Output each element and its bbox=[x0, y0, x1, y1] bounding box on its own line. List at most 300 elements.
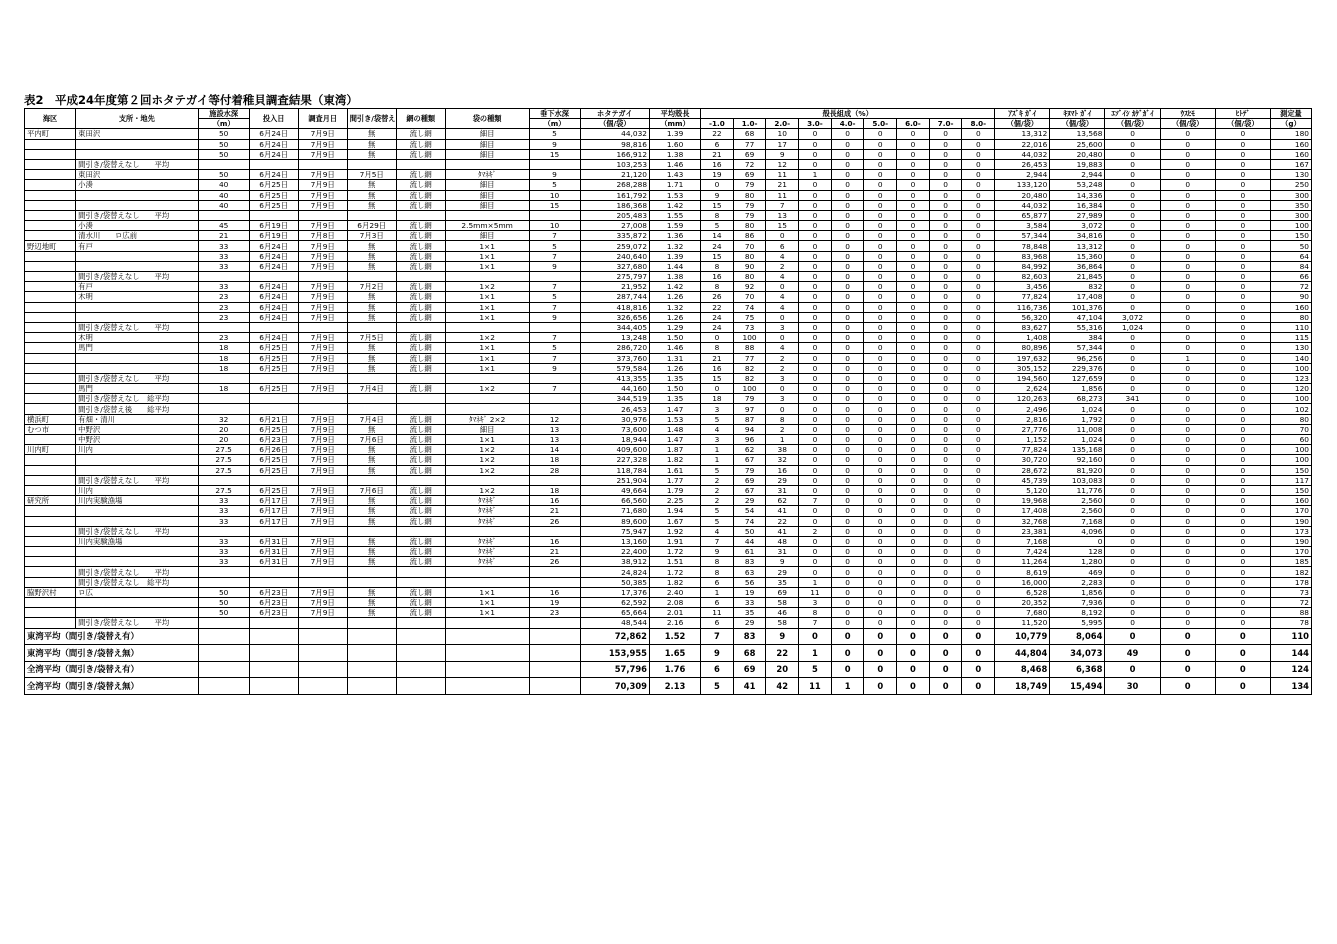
cell-bin: 0 bbox=[831, 628, 864, 645]
cell-ashi: 80,896 bbox=[995, 343, 1050, 353]
summary-empty bbox=[396, 645, 445, 662]
cell-bin: 0 bbox=[929, 404, 962, 414]
cell-suika: 13 bbox=[529, 424, 580, 434]
cell-ukka: 0 bbox=[1160, 129, 1215, 139]
header-bin: 1.0- bbox=[733, 119, 766, 129]
cell-bin: 0 bbox=[962, 241, 995, 251]
cell-shisho: 間引き/袋替えなし 平均 bbox=[76, 526, 199, 536]
cell-heikin: 1.39 bbox=[650, 129, 701, 139]
table-title: 表2 平成24年度第２回ホタテガイ等付着稚貝調査結果（東湾） bbox=[24, 93, 358, 107]
cell-heikin: 1.82 bbox=[650, 577, 701, 587]
table-row bbox=[25, 170, 1312, 180]
cell-heikin: 1.26 bbox=[650, 312, 701, 322]
cell-suika bbox=[529, 159, 580, 169]
cell-hitode: 0 bbox=[1215, 373, 1270, 383]
cell-bin: 0 bbox=[929, 465, 962, 475]
cell-suishin: 33 bbox=[198, 547, 249, 557]
cell-suika bbox=[529, 567, 580, 577]
cell-bin: 0 bbox=[929, 333, 962, 343]
cell-ami: 流し網 bbox=[396, 292, 445, 302]
cell-egai: 0 bbox=[1105, 475, 1160, 485]
cell-hitode: 0 bbox=[1215, 282, 1270, 292]
cell-bin: 0 bbox=[799, 373, 832, 383]
cell-bin: 0 bbox=[962, 485, 995, 495]
cell-bin: 0 bbox=[962, 322, 995, 332]
cell-bin: 16 bbox=[701, 363, 734, 373]
cell-kinu: 6,368 bbox=[1050, 661, 1105, 678]
cell-bin: 0 bbox=[962, 180, 995, 190]
cell-heikin: 1.48 bbox=[650, 424, 701, 434]
cell-mabiki: 無 bbox=[347, 190, 396, 200]
cell-egai: 0 bbox=[1105, 251, 1160, 261]
header-mabiki: 間引き/袋替え bbox=[347, 109, 396, 129]
cell-bin: 8 bbox=[701, 567, 734, 577]
cell-ukka: 0 bbox=[1160, 618, 1215, 628]
cell-bin: 0 bbox=[864, 557, 897, 567]
cell-egai: 0 bbox=[1105, 516, 1160, 526]
cell-bin: 0 bbox=[831, 190, 864, 200]
average-row bbox=[25, 272, 1312, 282]
cell-bin: 0 bbox=[962, 587, 995, 597]
cell-ukka: 0 bbox=[1160, 475, 1215, 485]
cell-hitode: 0 bbox=[1215, 322, 1270, 332]
cell-bin: 0 bbox=[864, 190, 897, 200]
cell-bin: 15 bbox=[701, 251, 734, 261]
cell-heikin: 2.25 bbox=[650, 496, 701, 506]
cell-bin: 2 bbox=[701, 496, 734, 506]
cell-heikin: 1.32 bbox=[650, 241, 701, 251]
header-hotate: ホタテガイ bbox=[580, 109, 649, 119]
cell-tonyu: 6月19日 bbox=[249, 231, 298, 241]
cell-suishin: 23 bbox=[198, 292, 249, 302]
cell-kinu: 57,344 bbox=[1050, 343, 1105, 353]
cell-mabiki: 無 bbox=[347, 608, 396, 618]
cell-sokuryo: 60 bbox=[1270, 435, 1311, 445]
cell-bin: 61 bbox=[733, 547, 766, 557]
cell-shisho: 間引き/袋替えなし 平均 bbox=[76, 373, 199, 383]
cell-suishin: 33 bbox=[198, 506, 249, 516]
cell-bin: 0 bbox=[864, 373, 897, 383]
cell-fukuro: 1×1 bbox=[445, 251, 529, 261]
cell-bin: 0 bbox=[962, 170, 995, 180]
cell-bin: 4 bbox=[766, 251, 799, 261]
cell-bin: 0 bbox=[929, 221, 962, 231]
cell-suishin: 18 bbox=[198, 384, 249, 394]
cell-hitode: 0 bbox=[1215, 645, 1270, 662]
cell-bin: 0 bbox=[831, 384, 864, 394]
cell-hotate: 186,368 bbox=[580, 200, 649, 210]
cell-bin: 74 bbox=[733, 302, 766, 312]
cell-bin: 0 bbox=[897, 373, 930, 383]
cell-heikin: 1.53 bbox=[650, 190, 701, 200]
cell-sokuryo: 134 bbox=[1270, 678, 1311, 695]
cell-bin: 0 bbox=[864, 231, 897, 241]
cell-ami: 流し網 bbox=[396, 129, 445, 139]
cell-bin: 92 bbox=[733, 282, 766, 292]
cell-egai: 0 bbox=[1105, 424, 1160, 434]
cell-suika: 15 bbox=[529, 200, 580, 210]
cell-bin: 42 bbox=[766, 678, 799, 695]
cell-suishin bbox=[198, 567, 249, 577]
summary-empty bbox=[529, 661, 580, 678]
cell-bin: 0 bbox=[962, 231, 995, 241]
cell-hitode: 0 bbox=[1215, 231, 1270, 241]
cell-tonyu bbox=[249, 322, 298, 332]
cell-bin: 0 bbox=[929, 312, 962, 322]
table-row bbox=[25, 384, 1312, 394]
cell-chiku bbox=[25, 322, 76, 332]
cell-bin: 0 bbox=[701, 180, 734, 190]
cell-ami: 流し網 bbox=[396, 180, 445, 190]
cell-fukuro bbox=[445, 404, 529, 414]
cell-bin: 0 bbox=[929, 210, 962, 220]
cell-ami: 流し網 bbox=[396, 190, 445, 200]
cell-bin: 8 bbox=[701, 261, 734, 271]
cell-bin: 3 bbox=[766, 394, 799, 404]
cell-ami: 流し網 bbox=[396, 231, 445, 241]
cell-suishin: 23 bbox=[198, 302, 249, 312]
cell-tonyu bbox=[249, 394, 298, 404]
summary-label: 東湾平均（間引き/袋替え無） bbox=[25, 645, 199, 662]
cell-tonyu bbox=[249, 272, 298, 282]
cell-tonyu: 6月24日 bbox=[249, 170, 298, 180]
cell-hotate: 13,160 bbox=[580, 536, 649, 546]
cell-chiku bbox=[25, 363, 76, 373]
cell-bin: 0 bbox=[929, 394, 962, 404]
cell-shisho: 有戸 bbox=[76, 282, 199, 292]
cell-chosa: 7月9日 bbox=[298, 485, 347, 495]
cell-chosa: 7月9日 bbox=[298, 598, 347, 608]
cell-chosa: 7月9日 bbox=[298, 547, 347, 557]
cell-tonyu bbox=[249, 475, 298, 485]
cell-ashi: 45,739 bbox=[995, 475, 1050, 485]
cell-bin: 0 bbox=[929, 302, 962, 312]
cell-fukuro: 細目 bbox=[445, 424, 529, 434]
cell-heikin: 1.52 bbox=[650, 628, 701, 645]
cell-bin: 79 bbox=[733, 465, 766, 475]
cell-ukka: 0 bbox=[1160, 628, 1215, 645]
cell-bin: 19 bbox=[701, 170, 734, 180]
cell-bin: 31 bbox=[766, 485, 799, 495]
table-row bbox=[25, 251, 1312, 261]
header-suika-unit: （m） bbox=[529, 119, 580, 129]
average-row bbox=[25, 394, 1312, 404]
summary-row bbox=[25, 661, 1312, 678]
cell-bin: 0 bbox=[962, 536, 995, 546]
cell-sokuryo: 182 bbox=[1270, 567, 1311, 577]
cell-egai: 0 bbox=[1105, 587, 1160, 597]
summary-row bbox=[25, 678, 1312, 695]
cell-fukuro: ﾀﾏﾈｷﾞ bbox=[445, 170, 529, 180]
cell-suika: 7 bbox=[529, 333, 580, 343]
cell-bin: 0 bbox=[929, 251, 962, 261]
cell-chosa: 7月9日 bbox=[298, 170, 347, 180]
cell-tonyu: 6月24日 bbox=[249, 251, 298, 261]
cell-kinu: 1,856 bbox=[1050, 384, 1105, 394]
cell-bin: 0 bbox=[799, 190, 832, 200]
cell-chosa: 7月8日 bbox=[298, 231, 347, 241]
cell-ukka: 0 bbox=[1160, 210, 1215, 220]
cell-sokuryo: 102 bbox=[1270, 404, 1311, 414]
cell-chosa: 7月9日 bbox=[298, 353, 347, 363]
cell-ashi: 2,944 bbox=[995, 170, 1050, 180]
cell-bin: 0 bbox=[864, 455, 897, 465]
cell-bin: 1 bbox=[799, 577, 832, 587]
cell-bin: 0 bbox=[864, 536, 897, 546]
cell-tonyu: 6月24日 bbox=[249, 292, 298, 302]
cell-shisho bbox=[76, 608, 199, 618]
cell-bin: 0 bbox=[897, 465, 930, 475]
cell-suishin: 23 bbox=[198, 333, 249, 343]
cell-ukka: 0 bbox=[1160, 445, 1215, 455]
cell-bin: 0 bbox=[864, 149, 897, 159]
cell-hotate: 62,592 bbox=[580, 598, 649, 608]
cell-bin: 68 bbox=[733, 645, 766, 662]
cell-kinu: 34,073 bbox=[1050, 645, 1105, 662]
cell-hotate: 57,796 bbox=[580, 661, 649, 678]
cell-heikin: 1.38 bbox=[650, 149, 701, 159]
cell-ukka: 0 bbox=[1160, 241, 1215, 251]
cell-ukka: 0 bbox=[1160, 557, 1215, 567]
cell-heikin: 1.55 bbox=[650, 210, 701, 220]
cell-bin: 0 bbox=[897, 506, 930, 516]
cell-chosa bbox=[298, 394, 347, 404]
cell-ukka: 0 bbox=[1160, 485, 1215, 495]
cell-shisho bbox=[76, 465, 199, 475]
cell-tonyu: 6月25日 bbox=[249, 343, 298, 353]
cell-tonyu: 6月24日 bbox=[249, 139, 298, 149]
cell-bin: 0 bbox=[962, 302, 995, 312]
table-row bbox=[25, 445, 1312, 455]
cell-bin: 0 bbox=[831, 424, 864, 434]
cell-hitode: 0 bbox=[1215, 547, 1270, 557]
cell-egai: 0 bbox=[1105, 343, 1160, 353]
cell-ukka: 0 bbox=[1160, 547, 1215, 557]
cell-bin: 0 bbox=[864, 170, 897, 180]
cell-egai: 0 bbox=[1105, 190, 1160, 200]
cell-bin: 0 bbox=[864, 577, 897, 587]
cell-fukuro bbox=[445, 210, 529, 220]
cell-egai: 0 bbox=[1105, 577, 1160, 587]
cell-tonyu: 6月31日 bbox=[249, 536, 298, 546]
cell-heikin: 1.87 bbox=[650, 445, 701, 455]
cell-chiku bbox=[25, 465, 76, 475]
summary-empty bbox=[445, 628, 529, 645]
cell-bin: 21 bbox=[701, 149, 734, 159]
cell-bin: 6 bbox=[701, 139, 734, 149]
cell-bin: 82 bbox=[733, 363, 766, 373]
cell-hotate: 240,640 bbox=[580, 251, 649, 261]
cell-bin: 80 bbox=[733, 251, 766, 261]
cell-bin: 77 bbox=[733, 353, 766, 363]
cell-bin: 29 bbox=[766, 567, 799, 577]
cell-sokuryo: 150 bbox=[1270, 231, 1311, 241]
cell-bin: 0 bbox=[831, 333, 864, 343]
cell-chosa: 7月9日 bbox=[298, 190, 347, 200]
cell-bin: 0 bbox=[831, 598, 864, 608]
cell-bin: 0 bbox=[831, 139, 864, 149]
cell-tonyu: 6月23日 bbox=[249, 435, 298, 445]
cell-bin: 0 bbox=[799, 292, 832, 302]
cell-chiku bbox=[25, 159, 76, 169]
header-bin: 8.0- bbox=[962, 119, 995, 129]
cell-tonyu: 6月25日 bbox=[249, 384, 298, 394]
cell-bin: 21 bbox=[701, 353, 734, 363]
cell-suika: 15 bbox=[529, 149, 580, 159]
cell-bin: 0 bbox=[799, 628, 832, 645]
cell-bin: 0 bbox=[929, 485, 962, 495]
cell-bin: 0 bbox=[929, 384, 962, 394]
cell-chosa: 7月9日 bbox=[298, 465, 347, 475]
cell-chiku bbox=[25, 292, 76, 302]
cell-hitode: 0 bbox=[1215, 139, 1270, 149]
survey-table bbox=[24, 108, 1312, 695]
cell-mabiki: 無 bbox=[347, 445, 396, 455]
cell-bin: 79 bbox=[733, 394, 766, 404]
table-row bbox=[25, 241, 1312, 251]
cell-bin: 0 bbox=[799, 404, 832, 414]
cell-egai: 0 bbox=[1105, 506, 1160, 516]
cell-bin: 0 bbox=[831, 485, 864, 495]
table-row bbox=[25, 516, 1312, 526]
cell-chiku bbox=[25, 139, 76, 149]
cell-bin: 0 bbox=[897, 496, 930, 506]
cell-fukuro: ﾀﾏﾈｷﾞ bbox=[445, 557, 529, 567]
cell-suishin: 23 bbox=[198, 312, 249, 322]
cell-bin: 1 bbox=[701, 455, 734, 465]
cell-fukuro: ﾀﾏﾈｷﾞ 2×2 bbox=[445, 414, 529, 424]
cell-ukka: 0 bbox=[1160, 149, 1215, 159]
cell-shisho: 川内 bbox=[76, 445, 199, 455]
cell-tonyu: 6月31日 bbox=[249, 547, 298, 557]
cell-hitode: 0 bbox=[1215, 200, 1270, 210]
summary-empty bbox=[347, 678, 396, 695]
cell-bin: 0 bbox=[962, 445, 995, 455]
cell-mabiki bbox=[347, 394, 396, 404]
cell-chiku bbox=[25, 567, 76, 577]
cell-mabiki bbox=[347, 210, 396, 220]
header-hitode-unit: （個/袋） bbox=[1215, 119, 1270, 129]
cell-hitode: 0 bbox=[1215, 567, 1270, 577]
cell-suika: 28 bbox=[529, 465, 580, 475]
cell-suika: 23 bbox=[529, 608, 580, 618]
cell-bin: 0 bbox=[929, 282, 962, 292]
cell-ashi: 32,768 bbox=[995, 516, 1050, 526]
cell-suika: 7 bbox=[529, 282, 580, 292]
cell-bin: 26 bbox=[701, 292, 734, 302]
cell-egai: 0 bbox=[1105, 261, 1160, 271]
cell-bin: 0 bbox=[962, 455, 995, 465]
cell-fukuro: 1×1 bbox=[445, 435, 529, 445]
cell-ami: 流し網 bbox=[396, 506, 445, 516]
cell-kinu: 229,376 bbox=[1050, 363, 1105, 373]
header-bin: 2.0- bbox=[766, 119, 799, 129]
cell-bin: 0 bbox=[962, 598, 995, 608]
cell-egai: 0 bbox=[1105, 170, 1160, 180]
table-row bbox=[25, 149, 1312, 159]
cell-bin: 0 bbox=[897, 435, 930, 445]
cell-bin: 22 bbox=[701, 129, 734, 139]
cell-hotate: 72,862 bbox=[580, 628, 649, 645]
cell-bin: 0 bbox=[831, 210, 864, 220]
cell-bin: 0 bbox=[962, 149, 995, 159]
cell-heikin: 1.60 bbox=[650, 139, 701, 149]
cell-sokuryo: 64 bbox=[1270, 251, 1311, 261]
cell-hitode: 0 bbox=[1215, 516, 1270, 526]
cell-chosa bbox=[298, 373, 347, 383]
cell-ukka: 0 bbox=[1160, 302, 1215, 312]
cell-bin: 32 bbox=[766, 455, 799, 465]
cell-bin: 0 bbox=[831, 496, 864, 506]
cell-chosa: 7月9日 bbox=[298, 445, 347, 455]
cell-ukka: 0 bbox=[1160, 435, 1215, 445]
cell-shisho: 馬門 bbox=[76, 384, 199, 394]
cell-shisho: 間引き/袋替えなし 平均 bbox=[76, 618, 199, 628]
cell-mabiki: 7月6日 bbox=[347, 485, 396, 495]
cell-bin: 73 bbox=[733, 322, 766, 332]
cell-shisho: 間引き/袋替えなし 総平均 bbox=[76, 394, 199, 404]
cell-bin: 4 bbox=[766, 272, 799, 282]
cell-fukuro bbox=[445, 394, 529, 404]
cell-bin: 0 bbox=[929, 149, 962, 159]
cell-chiku bbox=[25, 180, 76, 190]
cell-hitode: 0 bbox=[1215, 485, 1270, 495]
cell-bin: 0 bbox=[799, 312, 832, 322]
cell-bin: 0 bbox=[897, 598, 930, 608]
header-egai-unit: （個/袋） bbox=[1105, 119, 1160, 129]
cell-chosa: 7月9日 bbox=[298, 384, 347, 394]
cell-kinu: 15,494 bbox=[1050, 678, 1105, 695]
cell-bin: 9 bbox=[766, 149, 799, 159]
cell-bin: 13 bbox=[766, 210, 799, 220]
cell-kinu: 127,659 bbox=[1050, 373, 1105, 383]
cell-bin: 0 bbox=[831, 547, 864, 557]
cell-hitode: 0 bbox=[1215, 353, 1270, 363]
cell-mabiki bbox=[347, 159, 396, 169]
cell-bin: 0 bbox=[962, 496, 995, 506]
cell-suishin: 18 bbox=[198, 343, 249, 353]
cell-ukka: 0 bbox=[1160, 139, 1215, 149]
cell-bin: 0 bbox=[864, 526, 897, 536]
cell-bin: 0 bbox=[864, 272, 897, 282]
cell-bin: 0 bbox=[864, 598, 897, 608]
cell-bin: 0 bbox=[766, 404, 799, 414]
cell-kinu: 15,360 bbox=[1050, 251, 1105, 261]
cell-bin: 0 bbox=[962, 414, 995, 424]
summary-empty bbox=[198, 645, 249, 662]
cell-ukka: 0 bbox=[1160, 536, 1215, 546]
header-fukuro: 袋の種類 bbox=[445, 109, 529, 129]
cell-ami: 流し網 bbox=[396, 170, 445, 180]
cell-bin: 0 bbox=[962, 210, 995, 220]
cell-ami: 流し網 bbox=[396, 598, 445, 608]
cell-ashi: 3,584 bbox=[995, 221, 1050, 231]
cell-bin: 69 bbox=[733, 661, 766, 678]
cell-sokuryo: 160 bbox=[1270, 496, 1311, 506]
cell-bin: 0 bbox=[897, 384, 930, 394]
cell-bin: 70 bbox=[733, 292, 766, 302]
cell-ami: 流し網 bbox=[396, 547, 445, 557]
cell-bin: 0 bbox=[897, 322, 930, 332]
summary-empty bbox=[347, 661, 396, 678]
cell-bin: 0 bbox=[766, 231, 799, 241]
cell-ami bbox=[396, 373, 445, 383]
cell-hotate: 73,600 bbox=[580, 424, 649, 434]
cell-suishin: 18 bbox=[198, 353, 249, 363]
cell-bin: 0 bbox=[864, 210, 897, 220]
cell-bin: 69 bbox=[733, 475, 766, 485]
cell-bin: 0 bbox=[929, 506, 962, 516]
